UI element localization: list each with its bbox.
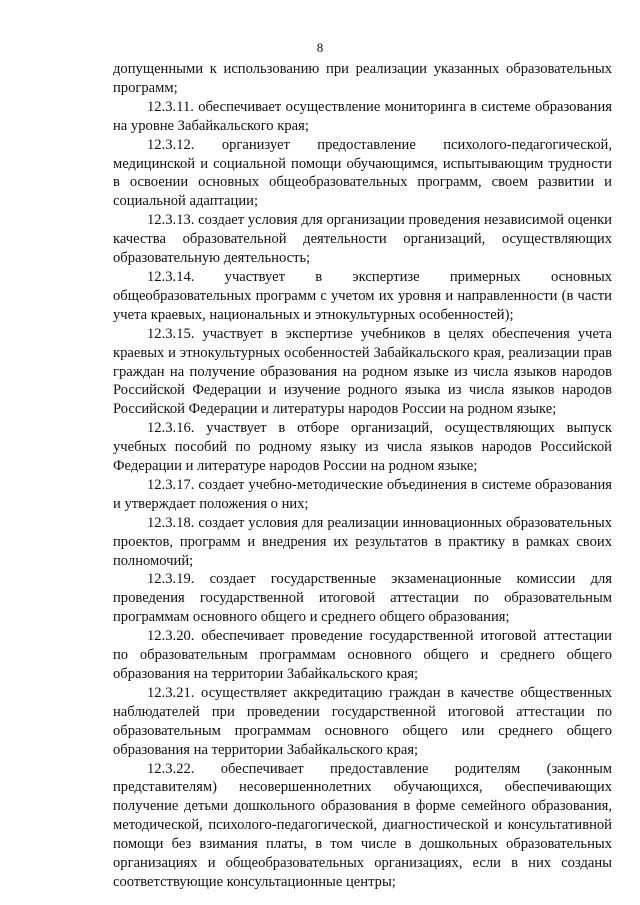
paragraph-12-3-18: 12.3.18. создает условия для реализации инновационных образовательных проектов, программ и внедрения их результатов в практику в рамках своих полномочий; — [113, 514, 612, 569]
paragraph-12-3-13: 12.3.13. создает условия для организации проведения независимой оценки качества образовательной деятельности организаций, осуществляющих образовательную деятельность; — [113, 212, 612, 267]
paragraph-12-3-21: 12.3.21. осуществляет аккредитацию граждан в качестве общественных наблюдателей при проведении государственной итоговой аттестации по образовательным программам основного общего или среднего общего образования на территории Забайкальского края; — [113, 684, 612, 758]
document-body — [113, 60, 612, 892]
paragraph-12-3-20: 12.3.20. обеспечивает проведение государственной итоговой аттестации по образовательным программам основного общего и среднего общего образования на территории Забайкальского края; — [113, 628, 612, 682]
paragraph-12-3-15: 12.3.15. участвует в экспертизе учебников в целях обеспечения учета краевых и этнокультурных особенностей Забайкальского края, реализации прав граждан на получение образования на родном языке из числа языков народов Российской Федерации и изучение родного языка из числа языков народов Российской Федерации и литературы народов России на родном языке; — [113, 325, 612, 418]
paragraph-12-3-16: 12.3.16. участвует в отборе организаций, осуществляющих выпуск учебных пособий по родному языку из числа языков народов Российской Федерации и литературе народов России на родном языке; — [113, 420, 612, 475]
paragraph-continuation: допущенными к использованию при реализации указанных образовательных программ; — [113, 61, 612, 96]
paragraph-12-3-11: 12.3.11. обеспечивает осуществление мониторинга в системе образования на уровне Забайкальского края; — [113, 98, 612, 134]
paragraph-12-3-17: 12.3.17. создает учебно-методические объединения в системе образования и утверждает положения о них; — [113, 476, 612, 512]
page-number: 8 — [316, 40, 324, 55]
paragraph-12-3-12: 12.3.12. организует предоставление психолого-педагогической, медицинской и социальной помощи обучающимся, испытывающим трудности в освоении основных общеобразовательных программ, своем развитии и социальной адаптации; — [113, 136, 612, 210]
paragraph-12-3-19: 12.3.19. создает государственные экзаменационные комиссии для проведения государственной итоговой аттестации по образовательным программам основного общего и среднего общего образования; — [113, 571, 612, 626]
paragraph-12-3-14: 12.3.14. участвует в экспертизе примерных основных общеобразовательных программ с учетом их уровня и направленности (в части учета краевых, национальных и этнокультурных особенностей); — [113, 268, 612, 323]
paragraph-12-3-22: 12.3.22. обеспечивает предоставление родителям (законным представителям) несовершеннолетних обучающихся, обеспечивающих получение детьми дошкольного образования в форме семейного образования, методической, психолого-педагогической, диагностической и консультативной помощи без взимания платы, в том числе в дошкольных образовательных организациях и общеобразовательных организациях, если в них созданы соответствующие консультационные центры; — [113, 760, 612, 890]
